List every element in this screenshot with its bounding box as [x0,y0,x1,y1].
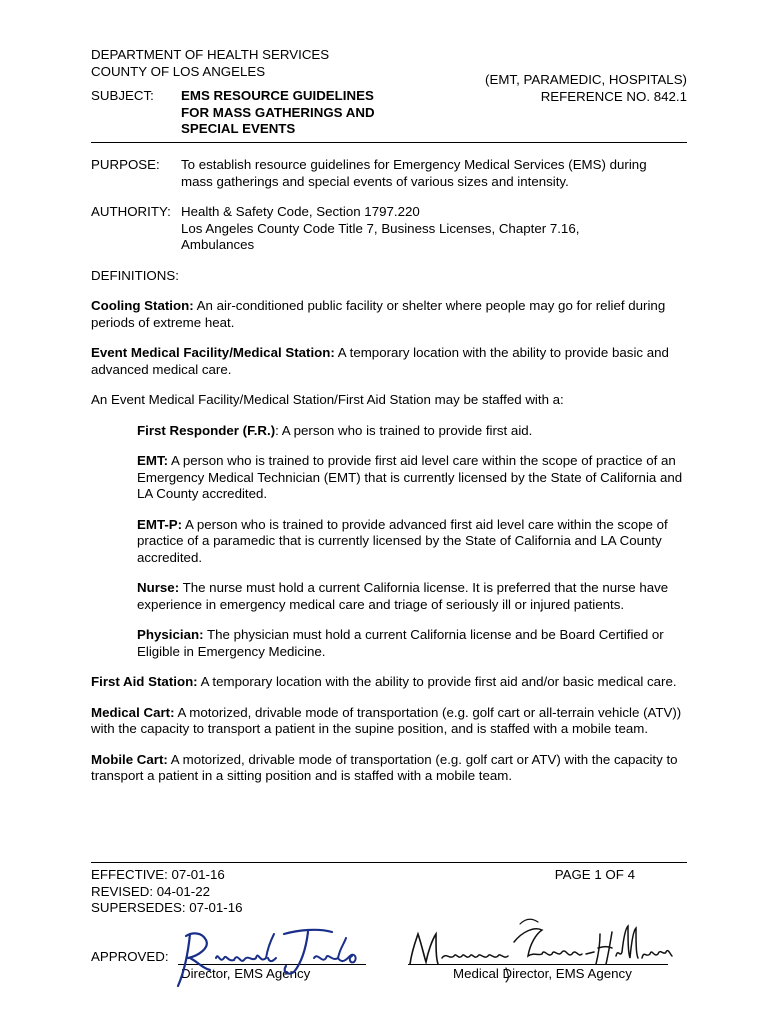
definition-text: A person who is trained to provide advanced first aid level care within the scope of practice of a paramedic that is currently licensed by the State of California and LA County accredited. [137,516,668,565]
authority-label: AUTHORITY: [91,204,171,219]
authority-line-3: Ambulances [181,237,255,252]
definition-text: An air-conditioned public facility or shelter where people may go for relief during periods of extreme heat. [91,298,666,330]
definition-first-aid-station [91,674,687,691]
definition-nurse [137,580,687,613]
authority-section [91,204,687,254]
definition-text: A motorized, drivable mode of transportation (e.g. golf cart or all-terrain vehicle (ATV)) with the capacity to transport a patient in the supine position, and is staffed with a mobile team. [91,704,682,736]
definition-text: : A person who is trained to provide first aid. [275,422,533,438]
term-emt: EMT: [137,453,169,468]
purpose-line-2: mass gatherings and special events of various sizes and intensity. [181,173,569,189]
document-category: (EMT, PARAMEDIC, HOSPITALS) [485,72,687,87]
definition-text: The physician must hold a current California license and be Board Certified or Eligible in Emergency Medicine. [137,627,664,659]
authority-line-1: Health & Safety Code, Section 1797.220 [181,204,420,219]
definition-physician [137,627,687,660]
subject-line-2: FOR MASS GATHERINGS AND [181,104,375,120]
definition-medical-cart [91,705,687,738]
definition-cooling-station [91,298,687,331]
footer-divider [91,862,687,863]
director-title: Director, EMS Agency [181,966,311,981]
header-divider [91,142,687,143]
term-emt-p: EMT-P: [137,516,183,532]
definition-mobile-cart [91,752,687,785]
staffing-intro: An Event Medical Facility/Medical Station/First Aid Station may be staffed with a: [91,392,564,407]
subject-line-1: EMS RESOURCE GUIDELINES [181,88,374,103]
definition-text: A motorized, drivable mode of transportation (e.g. golf cart or ATV) with the capacity to transport a patient in a sitting position and is staffed with a mobile team. [91,751,678,783]
subject-title [181,88,411,138]
term-first-responder: First Responder (F.R.) [137,422,276,438]
subject-block [91,72,687,136]
page-number: PAGE 1 OF 4 [554,867,635,882]
county-name: COUNTY OF LOS ANGELES [91,63,266,79]
definitions-heading: DEFINITIONS: [91,267,179,283]
medical-director-title: Medical Director, EMS Agency [453,966,632,981]
purpose-section [91,157,687,190]
medical-director-signature [402,912,676,984]
term-first-aid-station: First Aid Station: [91,674,198,689]
definition-text: The nurse must hold a current California license. It is preferred that the nurse have experience in emergency medical care and triage of seriously ill or injured patients. [137,580,669,612]
definition-first-responder [137,423,687,440]
definition-text: A person who is trained to provide first aid level care within the scope of practice of an Emergency Medical Technician (EMT) that is currently licensed by the State of California and LA County accredited. [137,453,683,501]
director-signature [168,918,368,990]
definition-text: A temporary location with the ability to provide first aid and/or basic medical care. [197,674,677,689]
term-cooling-station: Cooling Station: [91,298,194,313]
term-event-medical-facility: Event Medical Facility/Medical Station: [91,345,335,360]
staffing-definitions [91,423,687,661]
term-medical-cart: Medical Cart: [91,704,175,720]
definition-emt-p [137,517,687,567]
subject-line-3: SPECIAL EVENTS [181,121,296,136]
document-page [91,47,687,785]
department-name: DEPARTMENT OF HEALTH SERVICES [91,47,330,62]
purpose-label: PURPOSE: [91,157,160,172]
footer-block [91,867,687,917]
supersedes-date: SUPERSEDES: 07-01-16 [91,900,243,915]
term-physician: Physician: [137,627,204,642]
definition-emt [137,453,687,503]
definition-text: A temporary location with the ability to provide basic and advanced medical care. [91,345,669,377]
effective-date: EFFECTIVE: 07-01-16 [91,867,225,882]
subject-label: SUBJECT: [91,88,154,103]
reference-block [485,72,687,105]
approved-label: APPROVED: [91,949,169,964]
revised-date: REVISED: 04-01-22 [91,883,210,899]
purpose-line-1: To establish resource guidelines for Emergency Medical Services (EMS) during [181,157,647,172]
definition-event-medical-facility [91,345,687,378]
term-nurse: Nurse: [137,580,180,595]
reference-number: REFERENCE NO. 842.1 [540,88,687,104]
term-mobile-cart: Mobile Cart: [91,751,168,767]
authority-line-2: Los Angeles County Code Title 7, Business Licenses, Chapter 7.16, [181,220,580,236]
